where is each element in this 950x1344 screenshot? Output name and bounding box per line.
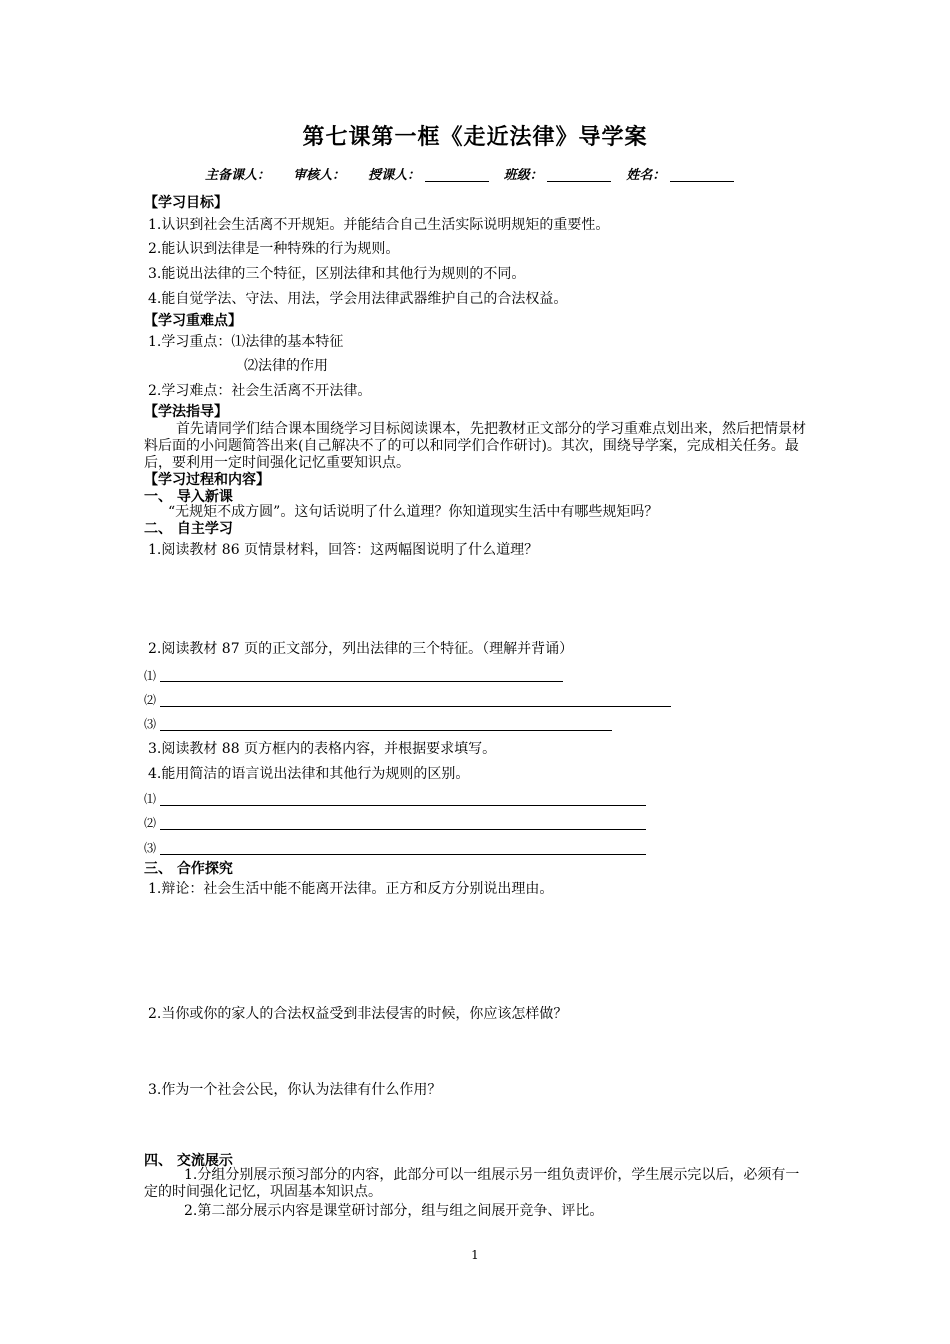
answer-line[interactable] — [160, 805, 646, 806]
header-info-row — [205, 164, 734, 183]
goal-item-4: 4.能自觉学法、守法、用法，学会用法律武器维护自己的合法权益。 — [148, 291, 568, 307]
keypoints-heading: 【学习重难点】 — [144, 313, 242, 329]
blank-label-1: ⑴ — [144, 792, 157, 806]
process-heading: 【学习过程和内容】 — [144, 472, 270, 488]
preparer-label: 主备课人： — [205, 168, 271, 183]
answer-line[interactable] — [160, 829, 646, 830]
section-4-paragraph-2: 2.第二部分展示内容是课堂研讨部分，组与组之间展开竞争、评比。 — [184, 1203, 604, 1219]
section-3-heading: 三、 合作探究 — [144, 861, 233, 877]
section-3-question-2: 2.当你或你的家人的合法权益受到非法侵害的时候，你应该怎样做？ — [148, 1006, 568, 1022]
section-1-heading: 一、 导入新课 — [144, 489, 233, 505]
section-3-question-3: 3.作为一个社会公民，你认为法律有什么作用？ — [148, 1082, 442, 1098]
class-label: 班级： — [503, 168, 543, 183]
difficulty-line: 2.学习难点：社会生活离不开法律。 — [148, 383, 372, 399]
focus-line-1: 1.学习重点：⑴法律的基本特征 — [148, 334, 344, 350]
answer-line[interactable] — [160, 681, 563, 682]
answer-line[interactable] — [160, 854, 646, 855]
method-text: 首先请同学们结合课本围绕学习目标阅读课本，先把教材正文部分的学习重难点划出来，然后把情景材料后面的小问题简答出来(自己解决不了的可以和同学们合作研讨)。其次，围绕导学案，完成相关任务。最后，要利用一定时间强化记忆重要知识点。 — [144, 421, 806, 471]
section-4-heading: 四、 交流展示 — [144, 1153, 233, 1169]
blank-label-3: ⑶ — [144, 841, 157, 855]
section-2-question-1: 1.阅读教材 86 页情景材料，回答：这两幅图说明了什么道理？ — [148, 542, 539, 558]
goal-item-2: 2.能认识到法律是一种特殊的行为规则。 — [148, 241, 400, 257]
answer-line[interactable] — [160, 706, 671, 707]
section-2-question-4: 4.能用简洁的语言说出法律和其他行为规则的区别。 — [148, 766, 470, 782]
lecturer-label: 授课人： — [368, 168, 421, 183]
name-label: 姓名： — [626, 168, 666, 183]
lecturer-blank[interactable] — [425, 169, 489, 182]
section-2-question-2: 2.阅读教材 87 页的正文部分，列出法律的三个特征。（理解并背诵） — [148, 641, 574, 657]
blank-label-2: ⑵ — [144, 816, 157, 830]
section-3-question-1: 1.辩论：社会生活中能不能离开法律。正方和反方分别说出理由。 — [148, 881, 554, 897]
blank-label-3: ⑶ — [144, 717, 157, 731]
page-number: 1 — [471, 1248, 479, 1262]
section-2-question-3: 3.阅读教材 88 页方框内的表格内容，并根据要求填写。 — [148, 741, 497, 757]
section-1-text: “无规矩不成方圆”。这句话说明了什么道理？你知道现实生活中有哪些规矩吗？ — [168, 504, 659, 520]
blank-label-2: ⑵ — [144, 693, 157, 707]
reviewer-label: 审核人： — [293, 168, 346, 183]
answer-line[interactable] — [160, 730, 612, 731]
class-blank[interactable] — [547, 169, 611, 182]
page-title: 第七课第一框《走近法律》导学案 — [302, 125, 648, 150]
section-2-heading: 二、 自主学习 — [144, 521, 233, 537]
goal-item-1: 1.认识到社会生活离不开规矩。并能结合自己生活实际说明规矩的重要性。 — [148, 217, 610, 233]
method-heading: 【学法指导】 — [144, 404, 228, 420]
goal-item-3: 3.能说出法律的三个特征，区别法律和其他行为规则的不同。 — [148, 266, 526, 282]
focus-line-2: ⑵法律的作用 — [244, 358, 328, 374]
goals-heading: 【学习目标】 — [144, 195, 228, 211]
name-blank[interactable] — [670, 169, 734, 182]
blank-label-1: ⑴ — [144, 669, 157, 683]
section-4-paragraph-1: 1.分组分别展示预习部分的内容，此部分可以一组展示另一组负责评价，学生展示完以后，必须有一定的时间强化记忆，巩固基本知识点。 — [144, 1167, 800, 1200]
